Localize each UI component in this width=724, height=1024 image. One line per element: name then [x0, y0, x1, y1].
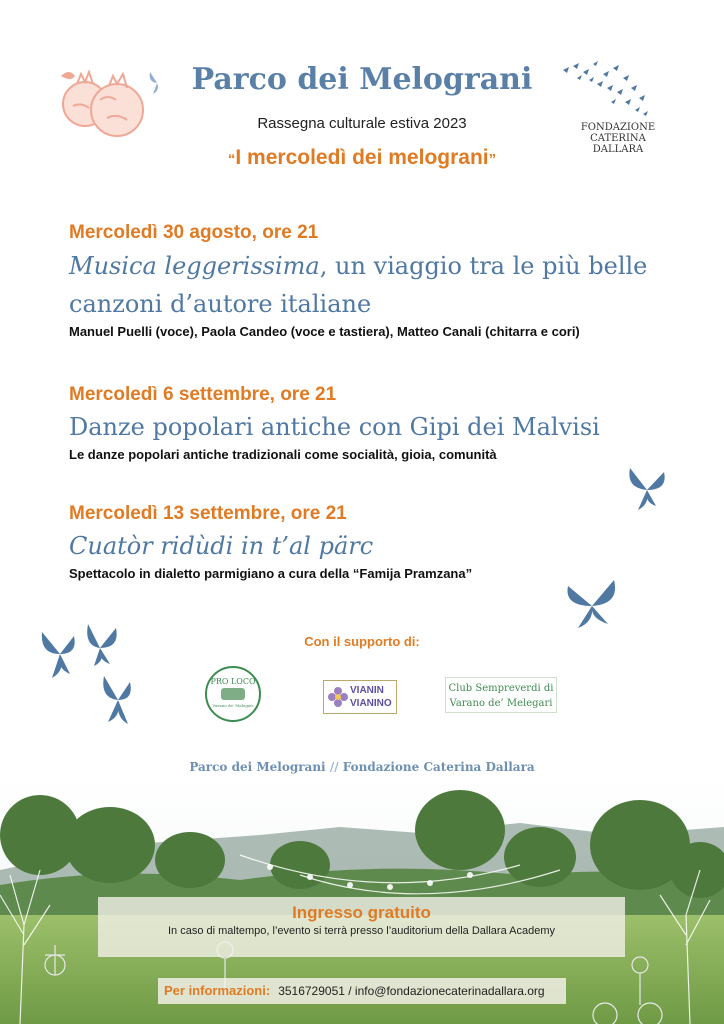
event-3-date: Mercoledì 13 settembre, ore 21	[69, 503, 347, 524]
rain-notice: In caso di maltempo, l’evento si terrà presso l’auditorium della Dallara Academy	[167, 925, 555, 937]
event-3-title-italic: Cuatòr ridùdi in t’al pärc	[69, 532, 374, 560]
info-box	[98, 897, 625, 957]
info-value[interactable]: 3516729051 / info@fondazionecaterinadallara.org	[278, 984, 545, 998]
foundation-line-2: CATERINA	[590, 133, 646, 144]
support-label: Con il supporto di:	[304, 634, 420, 649]
foundation-line-3: DALLARA	[592, 144, 644, 155]
event-2-title: Danze popolari antiche con Gipi dei Malvisi	[69, 413, 600, 441]
event-1-date: Mercoledì 30 agosto, ore 21	[69, 222, 319, 243]
page-title: Parco dei Melograni	[191, 62, 533, 97]
club-sempreverdi-logo	[445, 677, 557, 713]
pro-loco-sub-text: Varano de' Melegari	[212, 703, 254, 708]
vianin-text	[350, 684, 392, 710]
vianin-logo	[323, 680, 397, 714]
event-3-description: Spettacolo in dialetto parmigiano a cura della “Famija Pramzana”	[69, 566, 473, 581]
foundation-logo-text	[568, 122, 668, 155]
quote-close: ”	[488, 151, 497, 168]
event-2-date: Mercoledì 6 settembre, ore 21	[69, 384, 337, 405]
event-2-description: Le danze popolari antiche tradizionali come socialità, gioia, comunità	[69, 447, 497, 462]
event-1-title-italic: Musica leggerissima	[69, 252, 320, 280]
event-1-title-rest: , un viaggio tra le più belle	[319, 252, 648, 280]
pro-loco-logo	[205, 666, 261, 722]
event-1-title-line-2: canzoni d’autore italiane	[69, 290, 372, 318]
foundation-line-1: FONDAZIONE	[580, 122, 656, 133]
info-label: Per informazioni:	[164, 983, 271, 998]
footer-organizations	[0, 760, 724, 774]
event-1-title	[69, 247, 689, 323]
butterfly-icon	[626, 466, 668, 512]
butterfly-icon	[100, 672, 136, 728]
vianin-line-2: VIANINO	[350, 698, 392, 709]
footer-org-2: Fondazione Caterina Dallara	[342, 760, 535, 774]
foundation-butterflies-logo	[553, 58, 653, 122]
footer-separator: //	[329, 760, 339, 774]
event-3-title	[69, 527, 689, 565]
pro-loco-ring-text: PRO LOCO	[210, 677, 256, 686]
butterfly-icon	[564, 576, 620, 632]
subtitle: Rassegna culturale estiva 2023	[257, 115, 467, 132]
contact-box	[158, 978, 566, 1004]
club-line-1: Club Sempreverdi di	[448, 683, 554, 694]
vianin-line-1: VIANIN	[350, 685, 384, 696]
event-1-title-line-1	[69, 247, 689, 285]
flower-icon	[327, 686, 349, 708]
pro-loco-emblem	[221, 688, 245, 700]
quote-open: “	[227, 151, 236, 168]
footer-org-1: Parco dei Melograni	[189, 760, 326, 774]
event-1-description: Manuel Puelli (voce), Paola Candeo (voce e tastiera), Matteo Canali (chitarra e cori)	[69, 324, 580, 339]
free-entry-label: Ingresso gratuito	[292, 903, 431, 922]
series-name: I mercoledì dei melograni	[235, 146, 489, 169]
club-line-2: Varano de’ Melegari	[449, 698, 553, 709]
